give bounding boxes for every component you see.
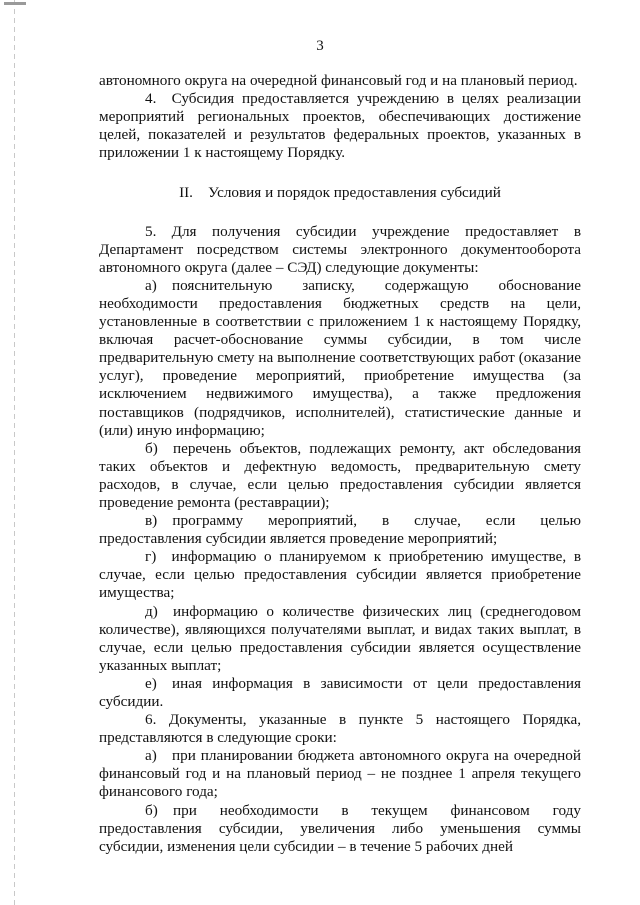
scan-left-edge [14,0,15,905]
subitem-5d: д) информацию о количестве физических лиц (среднегодовом количестве), являющихся получателями выплат, и видах таких выплат, в случае, если целью предоставления субсидии является осуществление указанных выплат; [99,602,581,674]
subitem-6a: а) при планировании бюджета автономного округа на очередной финансовый год и на плановый период – не позднее 1 апреля текущего финансового года; [99,747,581,801]
subitem-5b: б) перечень объектов, подлежащих ремонту, акт обследования таких объектов и дефектную ведомость, предварительную смету расходов, в случае, если целью предоставления субсидии является проведение ремонта (реставрации); [99,439,581,511]
paragraph-item-5: 5. Для получения субсидии учреждение предоставляет в Департамент посредством системы электронного документооборота автономного округа (далее – СЭД) следующие документы: [99,222,581,276]
subitem-5a: а) пояснительную записку, содержащую обоснование необходимости предоставления бюджетных средств на цели, установленные в соответствии с приложением 1 к настоящему Порядку, включая расчет-обоснование суммы субсидии, в том числе предварительную смету на выполнение соответствующих работ (оказание услуг), проведение мероприятий, приобретение имущества (за исключением недвижимого имущества), а также предложения поставщиков (подрядчиков, исполнителей), статистические данные и (или) иную информацию; [99,276,581,439]
paragraph-item-6: 6. Документы, указанные в пункте 5 настоящего Порядка, представляются в следующие сроки: [99,711,581,747]
page-number: 3 [316,38,324,54]
subitem-5v: в) программу мероприятий, в случае, если целью предоставления субсидии является проведение мероприятий; [99,512,581,548]
section-heading: II. Условия и порядок предоставления субсидий [179,184,501,202]
subitem-6b: б) при необходимости в текущем финансовом году предоставления субсидии, увеличения либо уменьшения суммы субсидии, изменения цели субсидии – в течение 5 рабочих дней [99,801,581,855]
subitem-5e: е) иная информация в зависимости от цели предоставления субсидии. [99,674,581,710]
paragraph-continuation: автономного округа на очередной финансовый год и на плановый период. [99,72,578,89]
scan-corner-mark [4,2,26,5]
document-body [99,72,581,856]
subitem-5g: г) информацию о планируемом к приобретению имуществе, в случае, если целью предоставления субсидии является приобретение имущества; [99,548,581,602]
paragraph-item-4: 4. Субсидия предоставляется учреждению в целях реализации мероприятий региональных проектов, обеспечивающих достижение целей, показателей и результатов федеральных проектов, указанных в приложении 1 к настоящему Порядку. [99,90,581,162]
